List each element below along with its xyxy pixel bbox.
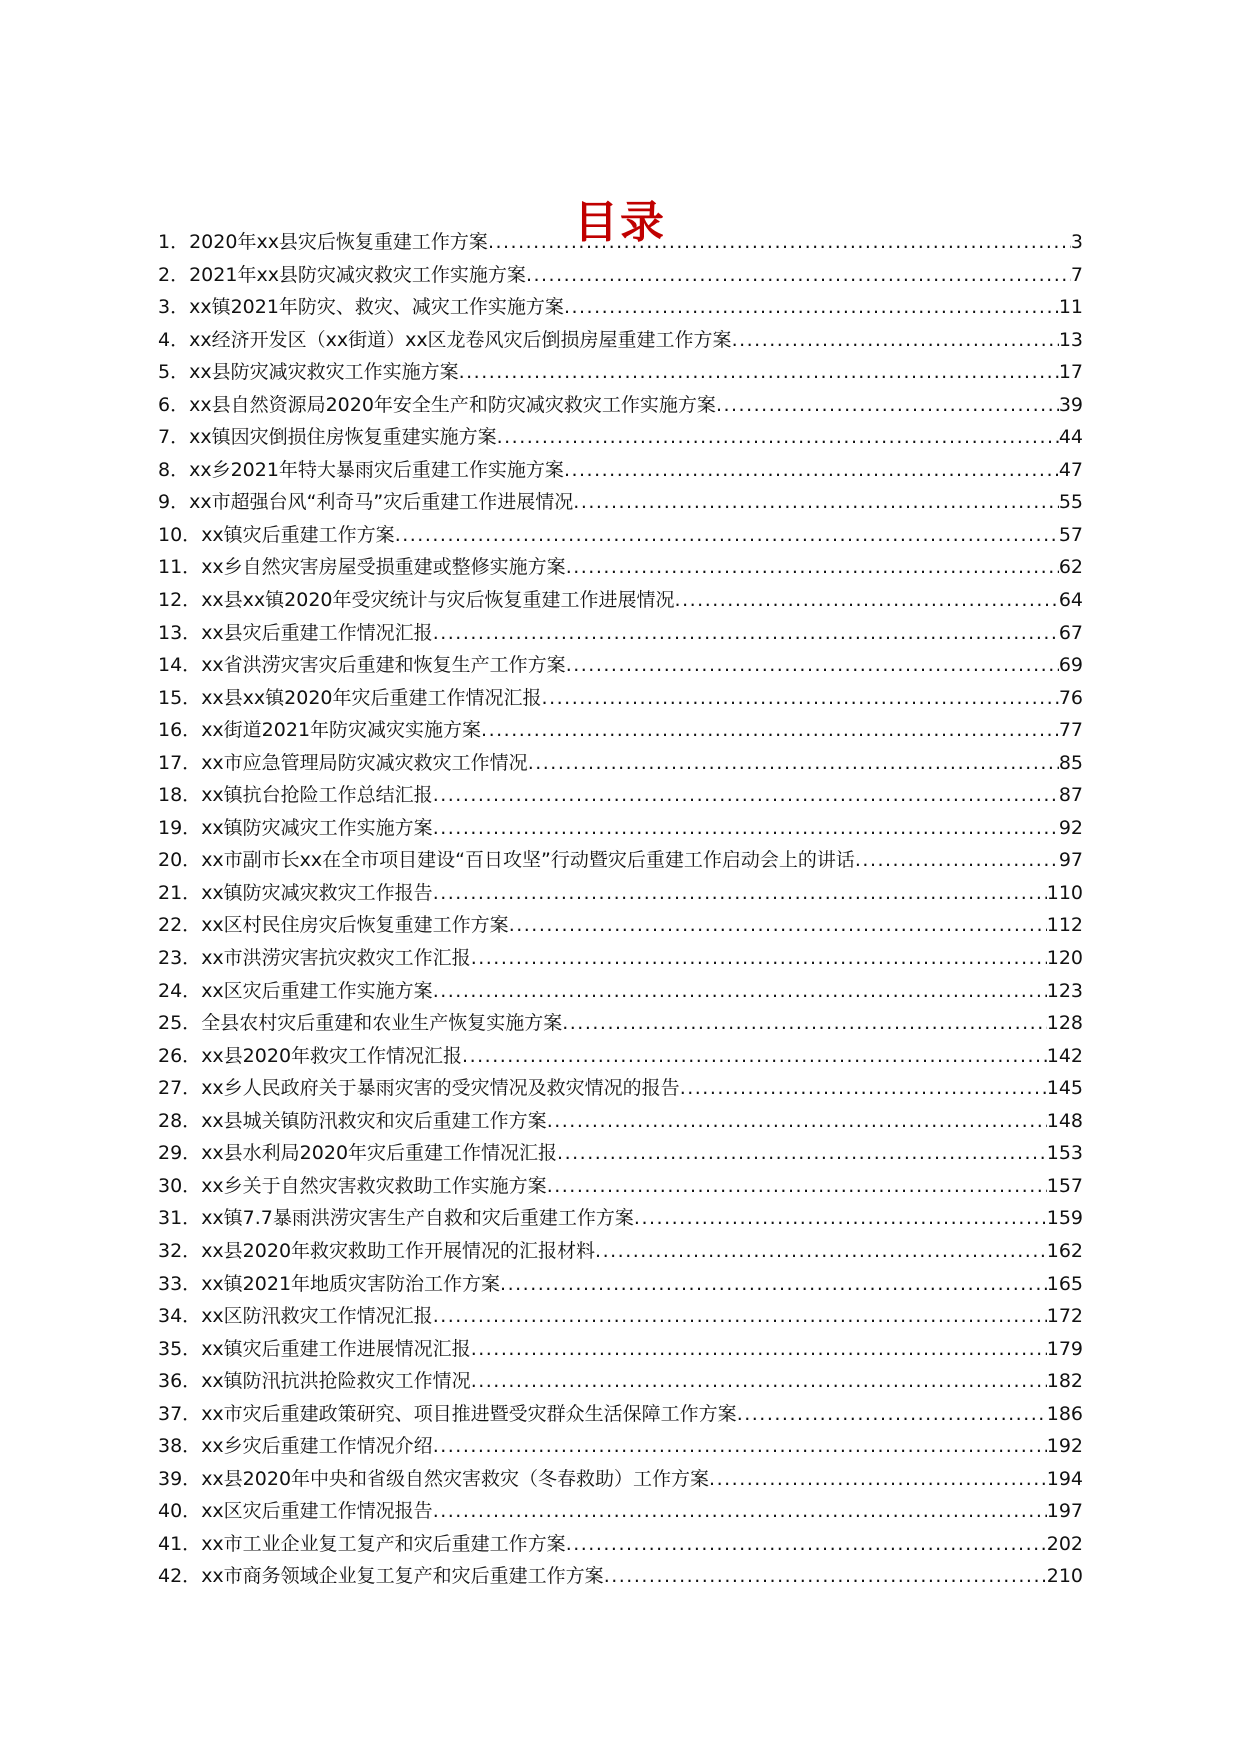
toc-entry-number: 34． bbox=[158, 1305, 202, 1328]
toc-entry[interactable] bbox=[158, 1040, 1083, 1073]
toc-entry-title: xx经济开发区（xx街道）xx区龙卷风灾后倒损房屋重建工作方案 bbox=[189, 328, 732, 351]
toc-entry-page-number: 153 bbox=[1046, 1142, 1083, 1165]
toc-entry-title: xx市副市长xx在全市项目建设“百日攻坚”行动暨灾后重建工作启动会上的讲话 bbox=[201, 849, 855, 872]
toc-entry[interactable] bbox=[158, 714, 1083, 747]
toc-entry[interactable] bbox=[158, 519, 1083, 552]
toc-dot-leader bbox=[564, 454, 1059, 487]
toc-entry-number: 42． bbox=[158, 1565, 202, 1588]
toc-entry[interactable] bbox=[158, 1463, 1083, 1496]
toc-entry-number: 9． bbox=[158, 491, 190, 514]
toc-entry-number: 15． bbox=[158, 686, 202, 709]
toc-entry[interactable] bbox=[158, 1007, 1083, 1040]
toc-entry-number: 21． bbox=[158, 881, 202, 904]
toc-entry-number: 4． bbox=[158, 328, 190, 351]
toc-dot-leader bbox=[459, 356, 1059, 389]
toc-entry-page-number: 87 bbox=[1058, 784, 1083, 807]
toc-entry[interactable] bbox=[158, 877, 1083, 910]
page-title: 目录 bbox=[574, 197, 666, 249]
toc-dot-leader bbox=[564, 291, 1059, 324]
toc-entry[interactable] bbox=[158, 1137, 1083, 1170]
toc-entry-page-number: 202 bbox=[1046, 1532, 1083, 1555]
toc-entry-title: xx县2020年救灾救助工作开展情况的汇报材料 bbox=[201, 1239, 596, 1262]
toc-dot-leader bbox=[500, 1268, 1047, 1301]
toc-entry[interactable] bbox=[158, 1365, 1083, 1398]
toc-entry-title: xx区灾后重建工作实施方案 bbox=[201, 979, 433, 1002]
toc-entry-page-number: 7 bbox=[1070, 263, 1083, 286]
toc-dot-leader bbox=[509, 909, 1047, 942]
toc-entry-title: xx镇2021年防灾、救灾、减灾工作实施方案 bbox=[189, 296, 564, 319]
toc-entry-title: xx县2020年中央和省级自然灾害救灾（冬春救助）工作方案 bbox=[201, 1467, 710, 1490]
toc-entry-title: xx镇灾后重建工作方案 bbox=[201, 523, 395, 546]
toc-dot-leader bbox=[471, 1333, 1047, 1366]
toc-entry-page-number: 11 bbox=[1058, 296, 1083, 319]
toc-dot-leader bbox=[433, 617, 1059, 650]
toc-entry-title: xx市洪涝灾害抗灾救灾工作汇报 bbox=[201, 947, 471, 970]
toc-dot-leader bbox=[433, 1300, 1047, 1333]
toc-entry-title: xx镇因灾倒损住房恢复重建实施方案 bbox=[189, 426, 497, 449]
toc-dot-leader bbox=[566, 649, 1059, 682]
toc-dot-leader bbox=[433, 877, 1047, 910]
toc-dot-leader bbox=[471, 942, 1047, 975]
toc-entry[interactable] bbox=[158, 1528, 1083, 1561]
toc-entry[interactable] bbox=[158, 1235, 1083, 1268]
toc-entry-title: xx县灾后重建工作情况汇报 bbox=[201, 621, 433, 644]
toc-entry-title: xx县xx镇2020年受灾统计与灾后恢复重建工作进展情况 bbox=[201, 589, 675, 612]
toc-entry-title: xx区村民住房灾后恢复重建工作方案 bbox=[201, 914, 509, 937]
toc-dot-leader bbox=[595, 1235, 1047, 1268]
toc-dot-leader bbox=[562, 1007, 1047, 1040]
toc-entry[interactable] bbox=[158, 421, 1083, 454]
toc-entry-title: xx镇7.7暴雨洪涝灾害生产自救和灾后重建工作方案 bbox=[201, 1207, 634, 1230]
toc-entry[interactable] bbox=[158, 1398, 1083, 1431]
toc-dot-leader bbox=[528, 747, 1059, 780]
toc-entry-page-number: 110 bbox=[1046, 881, 1083, 904]
toc-dot-leader bbox=[573, 486, 1059, 519]
toc-entry-title: xx区灾后重建工作情况报告 bbox=[201, 1500, 433, 1523]
toc-entry-number: 13． bbox=[158, 621, 202, 644]
toc-entry-number: 3． bbox=[158, 296, 190, 319]
toc-entry[interactable] bbox=[158, 812, 1083, 845]
toc-entry-title: xx县xx镇2020年灾后重建工作情况汇报 bbox=[201, 686, 542, 709]
toc-entry[interactable] bbox=[158, 682, 1083, 715]
toc-entry-page-number: 157 bbox=[1046, 1174, 1083, 1197]
toc-dot-leader bbox=[855, 844, 1059, 877]
toc-entry-title: xx镇防汛抗洪抢险救灾工作情况 bbox=[201, 1370, 471, 1393]
toc-entry-number: 41． bbox=[158, 1532, 202, 1555]
toc-entry-title: xx乡人民政府关于暴雨灾害的受灾情况及救灾情况的报告 bbox=[201, 1077, 680, 1100]
toc-entry-number: 27． bbox=[158, 1077, 202, 1100]
toc-entry[interactable] bbox=[158, 649, 1083, 682]
toc-entry-number: 5． bbox=[158, 361, 190, 384]
toc-entry[interactable] bbox=[158, 486, 1083, 519]
toc-entry-number: 14． bbox=[158, 654, 202, 677]
toc-entry-title: xx乡灾后重建工作情况介绍 bbox=[201, 1435, 433, 1458]
toc-dot-leader bbox=[395, 519, 1059, 552]
toc-entry-number: 23． bbox=[158, 947, 202, 970]
toc-entry-number: 10． bbox=[158, 523, 202, 546]
table-of-contents bbox=[158, 226, 1083, 1593]
toc-entry-number: 24． bbox=[158, 979, 202, 1002]
toc-entry[interactable] bbox=[158, 747, 1083, 780]
toc-entry[interactable] bbox=[158, 779, 1083, 812]
toc-entry-page-number: 142 bbox=[1046, 1044, 1083, 1067]
toc-dot-leader bbox=[433, 1430, 1047, 1463]
toc-entry-page-number: 17 bbox=[1058, 361, 1083, 384]
toc-entry-number: 19． bbox=[158, 816, 202, 839]
toc-entry-title: 2021年xx县防灾减灾救灾工作实施方案 bbox=[189, 263, 526, 286]
toc-entry[interactable] bbox=[158, 909, 1083, 942]
toc-entry-number: 7． bbox=[158, 426, 190, 449]
toc-entry-number: 26． bbox=[158, 1044, 202, 1067]
toc-entry[interactable] bbox=[158, 1333, 1083, 1366]
toc-entry-title: 2020年xx县灾后恢复重建工作方案 bbox=[189, 231, 488, 253]
toc-entry[interactable] bbox=[158, 1105, 1083, 1138]
toc-entry-page-number: 210 bbox=[1046, 1565, 1083, 1588]
toc-entry-page-number: 165 bbox=[1046, 1272, 1083, 1295]
toc-dot-leader bbox=[526, 259, 1071, 292]
toc-entry-page-number: 62 bbox=[1058, 556, 1083, 579]
toc-dot-leader bbox=[433, 1495, 1047, 1528]
toc-entry-number: 36． bbox=[158, 1370, 202, 1393]
toc-entry-page-number: 172 bbox=[1046, 1305, 1083, 1328]
toc-entry-number: 30． bbox=[158, 1174, 202, 1197]
toc-entry[interactable] bbox=[158, 1430, 1083, 1463]
toc-entry-page-number: 194 bbox=[1046, 1467, 1083, 1490]
toc-entry-title: xx市商务领域企业复工复产和灾后重建工作方案 bbox=[201, 1565, 604, 1588]
toc-entry-page-number: 44 bbox=[1058, 426, 1083, 449]
toc-dot-leader bbox=[566, 1528, 1047, 1561]
toc-entry[interactable] bbox=[158, 844, 1083, 877]
toc-entry-title: xx县水利局2020年灾后重建工作情况汇报 bbox=[201, 1142, 558, 1165]
toc-entry-number: 16． bbox=[158, 719, 202, 742]
toc-entry[interactable] bbox=[158, 454, 1083, 487]
toc-dot-leader bbox=[675, 584, 1059, 617]
toc-dot-leader bbox=[433, 812, 1059, 845]
toc-entry-title: xx县城关镇防汛救灾和灾后重建工作方案 bbox=[201, 1109, 547, 1132]
toc-entry-page-number: 186 bbox=[1046, 1402, 1083, 1425]
toc-entry[interactable] bbox=[158, 584, 1083, 617]
toc-entry-number: 18． bbox=[158, 784, 202, 807]
toc-entry-page-number: 64 bbox=[1058, 589, 1083, 612]
toc-entry-title: xx镇防灾减灾工作实施方案 bbox=[201, 816, 433, 839]
toc-dot-leader bbox=[547, 1105, 1047, 1138]
toc-entry-number: 28． bbox=[158, 1109, 202, 1132]
toc-entry-page-number: 3 bbox=[1070, 231, 1083, 253]
toc-entry-title: xx街道2021年防灾减灾实施方案 bbox=[201, 719, 482, 742]
toc-entry-page-number: 69 bbox=[1058, 654, 1083, 677]
toc-entry-title: xx区防汛救灾工作情况汇报 bbox=[201, 1305, 433, 1328]
toc-entry-number: 37． bbox=[158, 1402, 202, 1425]
toc-entry[interactable] bbox=[158, 389, 1083, 422]
toc-entry[interactable] bbox=[158, 1268, 1083, 1301]
toc-entry-title: 全县农村灾后重建和农业生产恢复实施方案 bbox=[201, 1012, 563, 1035]
toc-dot-leader bbox=[542, 682, 1059, 715]
toc-entry-number: 29． bbox=[158, 1142, 202, 1165]
toc-entry-number: 35． bbox=[158, 1337, 202, 1360]
toc-entry-title: xx市工业企业复工复产和灾后重建工作方案 bbox=[201, 1532, 566, 1555]
toc-entry-page-number: 128 bbox=[1046, 1012, 1083, 1035]
toc-entry-title: xx乡2021年特大暴雨灾后重建工作实施方案 bbox=[189, 458, 564, 481]
toc-dot-leader bbox=[497, 421, 1059, 454]
toc-dot-leader bbox=[488, 226, 1071, 259]
toc-entry-number: 22． bbox=[158, 914, 202, 937]
toc-dot-leader bbox=[709, 1463, 1047, 1496]
toc-entry-number: 32． bbox=[158, 1239, 202, 1262]
toc-entry-page-number: 197 bbox=[1046, 1500, 1083, 1523]
toc-entry-number: 38． bbox=[158, 1435, 202, 1458]
toc-dot-leader bbox=[680, 1072, 1047, 1105]
toc-entry[interactable] bbox=[158, 226, 1083, 259]
toc-entry-page-number: 123 bbox=[1046, 979, 1083, 1002]
toc-entry[interactable] bbox=[158, 975, 1083, 1008]
toc-entry-page-number: 162 bbox=[1046, 1239, 1083, 1262]
toc-entry-title: xx县2020年救灾工作情况汇报 bbox=[201, 1044, 463, 1067]
toc-entry-page-number: 92 bbox=[1058, 816, 1083, 839]
toc-entry-number: 11． bbox=[158, 556, 202, 579]
toc-entry-page-number: 47 bbox=[1058, 458, 1083, 481]
toc-entry[interactable] bbox=[158, 617, 1083, 650]
toc-entry-title: xx市超强台风“利奇马”灾后重建工作进展情况 bbox=[189, 491, 574, 514]
toc-entry[interactable] bbox=[158, 259, 1083, 292]
toc-entry-title: xx镇抗台抢险工作总结汇报 bbox=[201, 784, 433, 807]
toc-dot-leader bbox=[481, 714, 1059, 747]
toc-dot-leader bbox=[471, 1365, 1047, 1398]
toc-entry-page-number: 182 bbox=[1046, 1370, 1083, 1393]
toc-entry-number: 31． bbox=[158, 1207, 202, 1230]
toc-entry-page-number: 39 bbox=[1058, 393, 1083, 416]
toc-entry-title: xx县防灾减灾救灾工作实施方案 bbox=[189, 361, 459, 384]
toc-entry[interactable] bbox=[158, 324, 1083, 357]
toc-dot-leader bbox=[433, 975, 1047, 1008]
toc-entry[interactable] bbox=[158, 1300, 1083, 1333]
toc-entry-page-number: 77 bbox=[1058, 719, 1083, 742]
toc-dot-leader bbox=[557, 1137, 1047, 1170]
toc-dot-leader bbox=[604, 1560, 1047, 1593]
toc-entry-number: 40． bbox=[158, 1500, 202, 1523]
toc-entry-page-number: 13 bbox=[1058, 328, 1083, 351]
toc-entry-title: xx镇灾后重建工作进展情况汇报 bbox=[201, 1337, 471, 1360]
toc-entry[interactable] bbox=[158, 356, 1083, 389]
toc-entry[interactable] bbox=[158, 551, 1083, 584]
toc-entry-page-number: 112 bbox=[1046, 914, 1083, 937]
toc-entry-number: 2． bbox=[158, 263, 190, 286]
toc-entry-page-number: 120 bbox=[1046, 947, 1083, 970]
toc-dot-leader bbox=[716, 389, 1059, 422]
toc-dot-leader bbox=[547, 1170, 1047, 1203]
toc-entry-page-number: 192 bbox=[1046, 1435, 1083, 1458]
toc-dot-leader bbox=[462, 1040, 1047, 1073]
toc-entry-title: xx镇防灾减灾救灾工作报告 bbox=[201, 881, 433, 904]
toc-entry-page-number: 57 bbox=[1058, 523, 1083, 546]
toc-entry[interactable] bbox=[158, 1495, 1083, 1528]
toc-entry-number: 17． bbox=[158, 751, 202, 774]
toc-entry-title: xx市灾后重建政策研究、项目推进暨受灾群众生活保障工作方案 bbox=[201, 1402, 737, 1425]
toc-entry-title: xx镇2021年地质灾害防治工作方案 bbox=[201, 1272, 501, 1295]
toc-dot-leader bbox=[433, 779, 1059, 812]
toc-entry-page-number: 179 bbox=[1046, 1337, 1083, 1360]
toc-entry-number: 8． bbox=[158, 458, 190, 481]
toc-entry-title: xx市应急管理局防灾减灾救灾工作情况 bbox=[201, 751, 528, 774]
toc-dot-leader bbox=[634, 1202, 1047, 1235]
toc-entry-number: 6． bbox=[158, 393, 190, 416]
toc-entry[interactable] bbox=[158, 1202, 1083, 1235]
toc-entry-title: xx乡关于自然灾害救灾救助工作实施方案 bbox=[201, 1174, 547, 1197]
toc-entry-number: 33． bbox=[158, 1272, 202, 1295]
toc-entry-page-number: 159 bbox=[1046, 1207, 1083, 1230]
toc-entry-title: xx乡自然灾害房屋受损重建或整修实施方案 bbox=[201, 556, 566, 579]
toc-entry-number: 39． bbox=[158, 1467, 202, 1490]
toc-entry[interactable] bbox=[158, 942, 1083, 975]
toc-entry-page-number: 76 bbox=[1058, 686, 1083, 709]
toc-dot-leader bbox=[737, 1398, 1047, 1431]
toc-dot-leader bbox=[566, 551, 1059, 584]
toc-entry-page-number: 97 bbox=[1058, 849, 1083, 872]
toc-entry-number: 20． bbox=[158, 849, 202, 872]
toc-entry-page-number: 67 bbox=[1058, 621, 1083, 644]
toc-entry[interactable] bbox=[158, 291, 1083, 324]
toc-entry-title: xx县自然资源局2020年安全生产和防灾减灾救灾工作实施方案 bbox=[189, 393, 716, 416]
toc-entry-number: 25． bbox=[158, 1012, 202, 1035]
toc-entry-page-number: 148 bbox=[1046, 1109, 1083, 1132]
toc-entry-title: xx省洪涝灾害灾后重建和恢复生产工作方案 bbox=[201, 654, 566, 677]
toc-dot-leader bbox=[732, 324, 1059, 357]
toc-entry-page-number: 145 bbox=[1046, 1077, 1083, 1100]
toc-entry-page-number: 55 bbox=[1058, 491, 1083, 514]
toc-entry[interactable] bbox=[158, 1170, 1083, 1203]
toc-entry-page-number: 85 bbox=[1058, 751, 1083, 774]
toc-entry[interactable] bbox=[158, 1072, 1083, 1105]
toc-entry-number: 1． bbox=[158, 231, 190, 253]
toc-entry[interactable] bbox=[158, 1560, 1083, 1593]
toc-entry-number: 12． bbox=[158, 589, 202, 612]
